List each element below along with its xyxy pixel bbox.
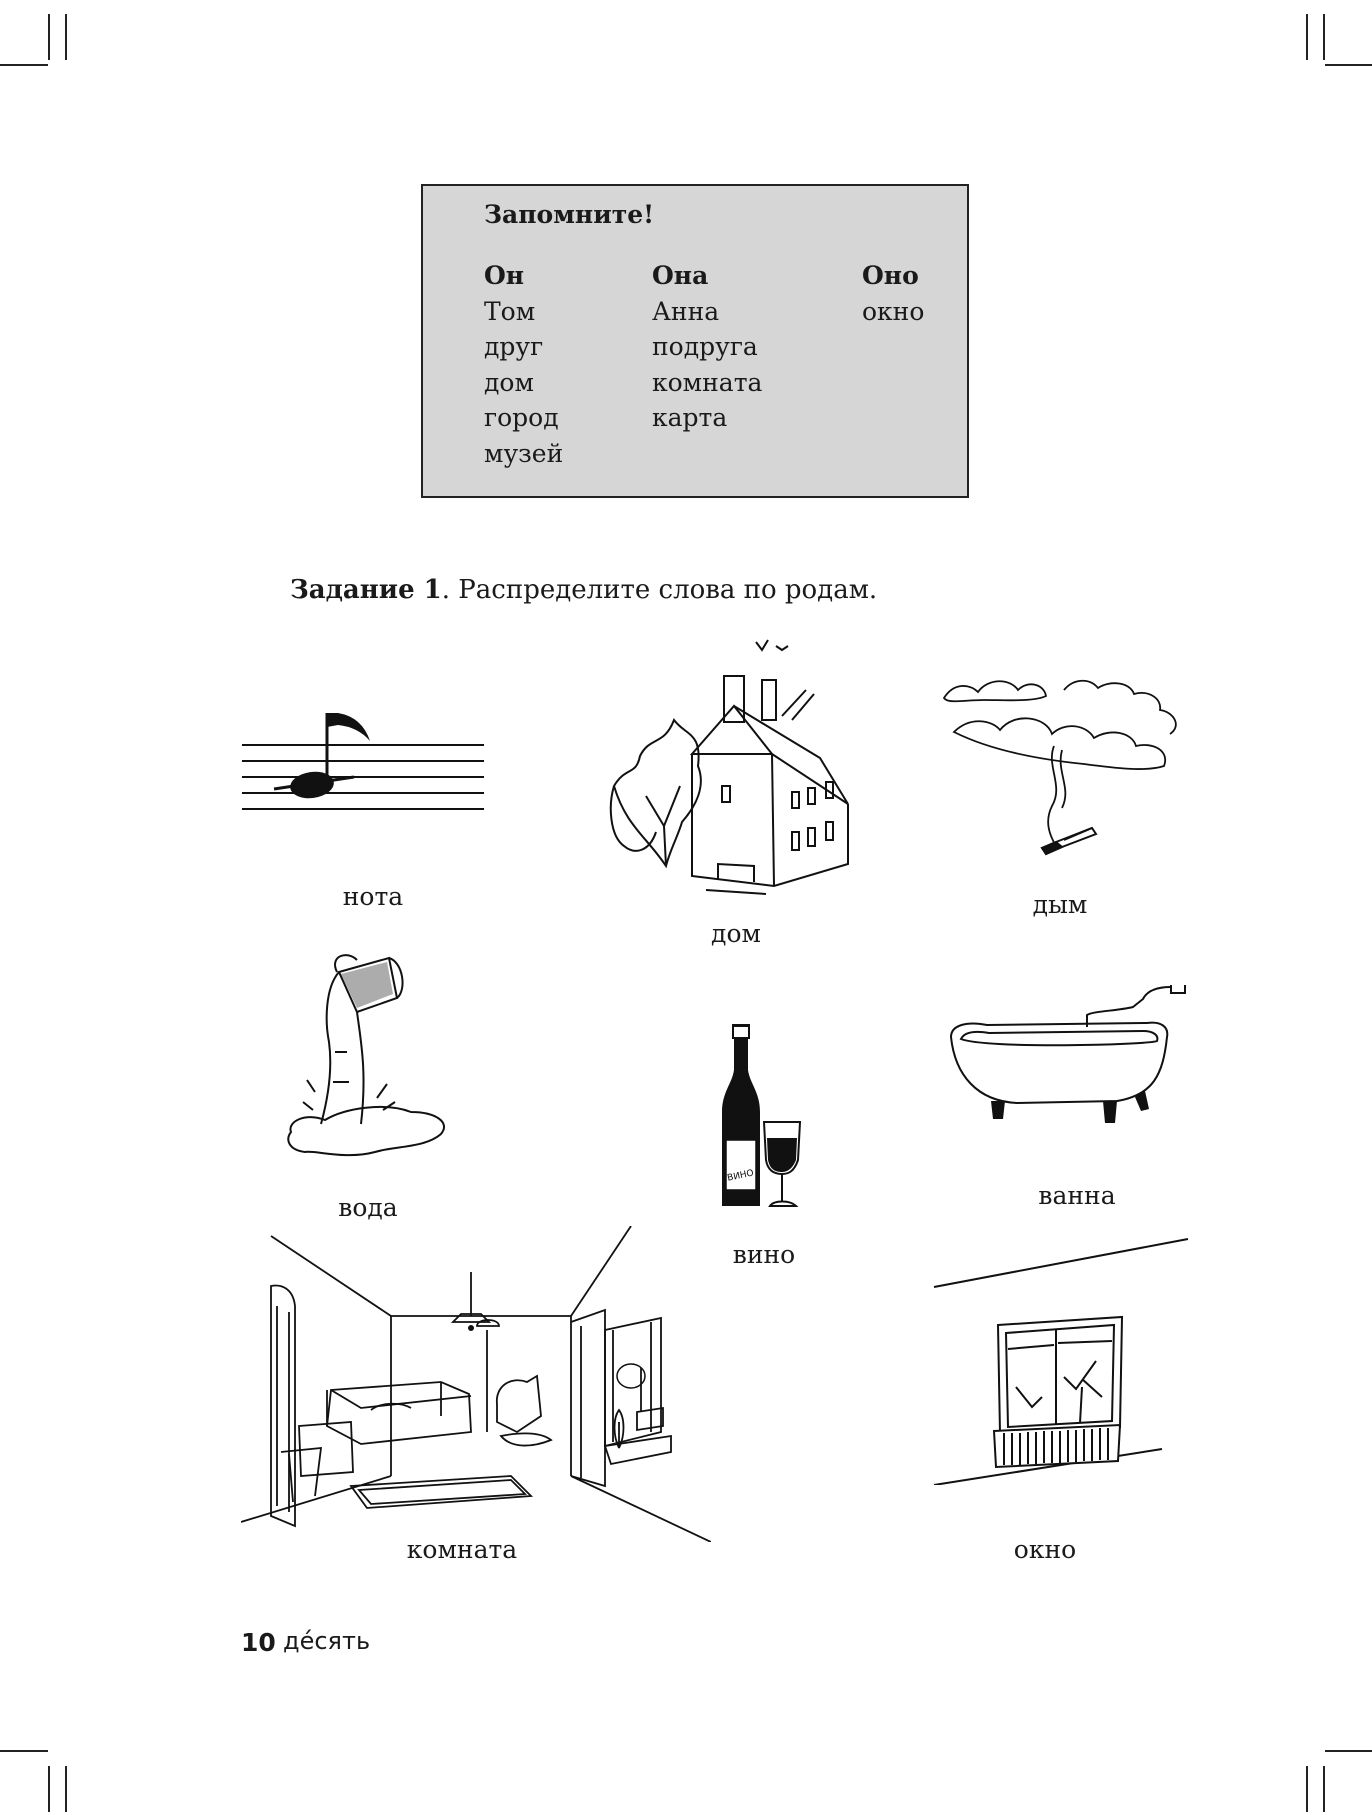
caption-okno: окно	[1013, 1535, 1077, 1564]
column-header: Она	[652, 261, 709, 290]
bottle-label-text: ВИНО	[726, 1168, 755, 1184]
word: комната	[652, 367, 763, 397]
smoke-icon	[934, 676, 1202, 856]
caption-dom: дом	[711, 919, 761, 948]
room-icon	[241, 1226, 711, 1542]
bath-illustration	[947, 985, 1187, 1141]
column-feminine	[652, 258, 762, 436]
rule-box-title: Запомните!	[484, 200, 655, 229]
window-illustration	[932, 1237, 1190, 1485]
bathtub-icon	[947, 985, 1187, 1141]
caption-vino: вино	[732, 1240, 796, 1269]
bucket-water-icon	[285, 952, 450, 1164]
word: Том	[484, 296, 536, 326]
word: Анна	[652, 296, 720, 326]
word: окно	[862, 296, 925, 326]
column-header: Он	[484, 261, 525, 290]
window-icon	[932, 1237, 1190, 1485]
page-number-word: де́сять	[283, 1627, 371, 1655]
task-text: . Распределите слова по родам.	[441, 575, 878, 605]
word: музей	[484, 438, 564, 468]
word: город	[484, 403, 559, 432]
page-number: 10	[241, 1628, 276, 1657]
caption-komnata: комната	[406, 1535, 518, 1564]
wine-bottle-icon	[718, 1020, 808, 1212]
note-illustration	[242, 705, 486, 815]
water-illustration	[285, 952, 450, 1164]
room-illustration	[241, 1226, 711, 1542]
column-neuter	[862, 258, 924, 329]
caption-vanna: ванна	[1038, 1181, 1116, 1210]
house-illustration	[606, 636, 858, 898]
word: друг	[484, 332, 544, 361]
column-header: Оно	[862, 261, 919, 290]
caption-voda: вода	[338, 1193, 398, 1222]
caption-nota: нота	[342, 882, 404, 911]
column-masculine	[484, 258, 563, 471]
task-label: Задание 1	[290, 575, 442, 605]
word: подруга	[652, 332, 758, 361]
smoke-illustration	[934, 676, 1202, 856]
word: дом	[484, 367, 534, 397]
word: карта	[652, 403, 728, 432]
wine-illustration	[718, 1020, 808, 1212]
caption-dym: дым	[1032, 890, 1088, 919]
music-note-icon	[242, 705, 486, 815]
house-icon	[606, 636, 858, 898]
task-heading	[290, 575, 877, 605]
